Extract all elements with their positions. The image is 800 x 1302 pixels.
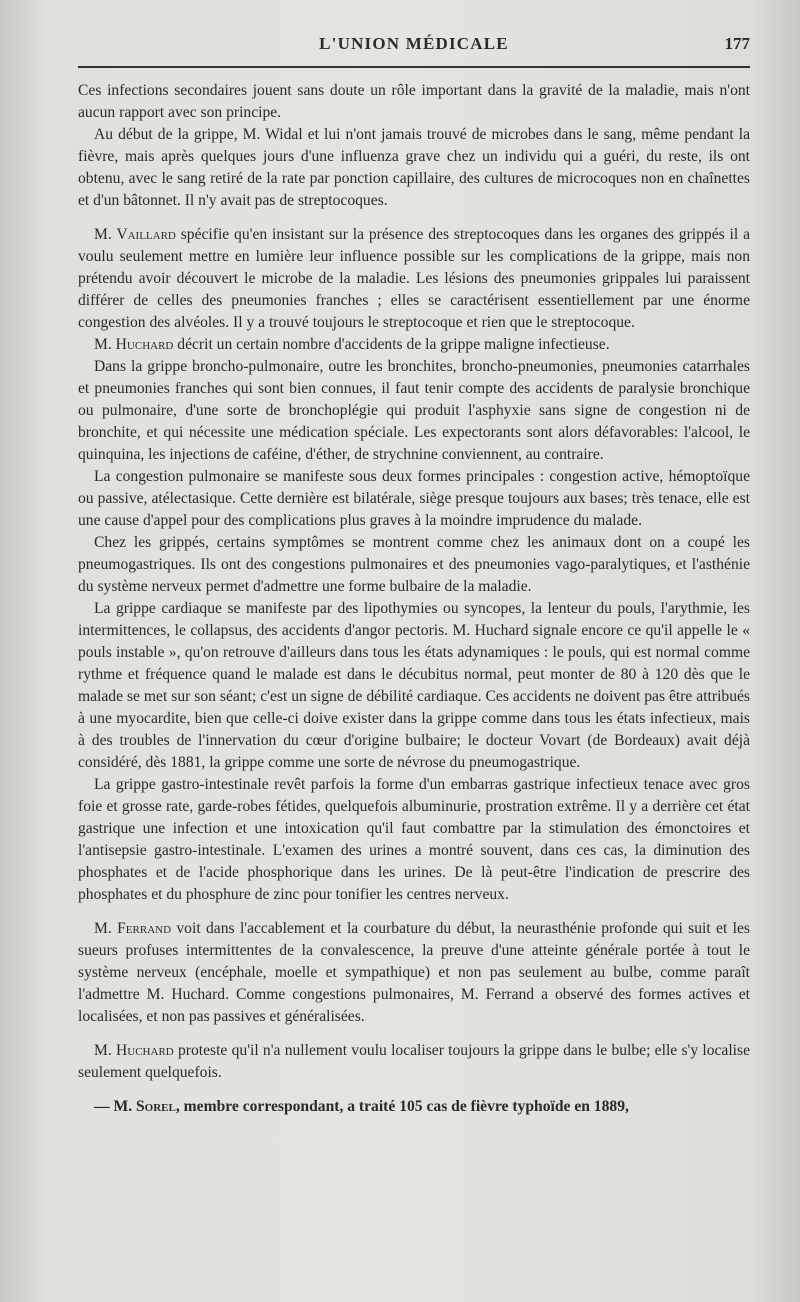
speaker-name: — M. Sorel, — [94, 1098, 180, 1115]
paragraph: — M. Sorel, membre correspondant, a traité 105 cas de fièvre typhoïde en 1889, — [94, 1098, 629, 1115]
paragraph: Ces infections secondaires jouent sans doute un rôle important dans la gravité de la maladie, mais n'ont aucun rapport avec son principe. — [78, 82, 750, 121]
paragraph: La grippe gastro-intestinale revêt parfois la forme d'un embarras gastrique infectieux tenace avec gros foie et grosse rate, garde-robes fétides, quelquefois albuminurie, prostration extrême. Il y a derrière cet état gastrique une infection et une intoxication qu'il faut combattre par la stimulation des émonctoires et l'antisepsie gastro-intestinale. L'examen des urines a montré souvent, dans ces cas, la diminution des phosphates et de l'acide phosphorique dans les urines. De là peut-être l'indication de prescrire des phosphates et du phosphure de zinc pour tonifier les centres nerveux. — [78, 776, 750, 903]
article-body — [78, 80, 750, 1118]
running-title: L'UNION MÉDICALE — [319, 34, 509, 53]
page-number: 177 — [724, 34, 750, 53]
speaker-name: M. Vaillard — [94, 226, 176, 243]
page-header — [78, 34, 750, 58]
speaker-name: M. Ferrand — [94, 920, 172, 937]
paragraph: Dans la grippe broncho-pulmonaire, outre les bronchites, broncho-pneumonies, pneumonies catarrhales et pneumonies franches qui sont bien connues, il faut tenir compte des accidents de paralysie bronchique ou pulmonaire, d'une sorte de bronchoplégie qui produit l'asphyxie sans signe de congestion ni de bronchite, et qui nécessite une médication spéciale. Les expectorants sont alors défavorables: l'alcool, le quinquina, les injections de caféine, d'éther, de strychnine conviennent, au contraire. — [78, 358, 750, 463]
paragraph: M. Huchard décrit un certain nombre d'accidents de la grippe maligne infectieuse. — [94, 336, 610, 353]
header-rule — [78, 66, 750, 68]
paragraph: Au début de la grippe, M. Widal et lui n'ont jamais trouvé de microbes dans le sang, même pendant la fièvre, mais après quelques jours d'une influenza grave chez un individu qui a guéri, du reste, ils ont obtenu, avec le sang retiré de la rate par ponction capillaire, des cultures de microcoques non en chaînettes et d'un bâtonnet. Il n'y avait pas de streptocoques. — [78, 126, 750, 209]
paragraph: Chez les grippés, certains symptômes se montrent comme chez les animaux dont on a coupé les pneumogastriques. Ils ont des congestions pulmonaires et des pneumonies vago-paralytiques, et l'asthénie du système nerveux permet d'admettre une forme bulbaire de la maladie. — [78, 534, 750, 595]
paragraph: M. Huchard proteste qu'il n'a nullement voulu localiser toujours la grippe dans le bulbe; elle s'y localise seulement quelquefois. — [78, 1042, 750, 1081]
paragraph: La grippe cardiaque se manifeste par des lipothymies ou syncopes, la lenteur du pouls, l'arythmie, les intermittences, le collapsus, des accidents d'angor pectoris. M. Huchard signale encore ce qu'il appelle le « pouls instable », qu'on retrouve d'ailleurs dans tous les états adynamiques : le pouls, qui est normal comme rythme et fréquence quand le malade est dans le décubitus normal, peut monter de 80 à 120 dès que le malade se met sur son séant; c'est un signe de débilité cardiaque. Ces accidents ne doivent pas être attribués à une myocardite, bien que celle-ci doive exister dans la grippe comme dans tous les états infectieux, mais à des troubles de l'innervation du cœur d'origine bulbaire; le docteur Vovart (de Bordeaux) avait déjà considéré, dès 1881, la grippe comme une sorte de névrose du pneumogastrique. — [78, 600, 750, 771]
paragraph: La congestion pulmonaire se manifeste sous deux formes principales : congestion active, hémoptoïque ou passive, atélectasique. Cette dernière est bilatérale, siège presque toujours aux bases; très tenace, elle est une cause d'appel pour des complications plus graves à la moindre imprudence du malade. — [78, 468, 750, 529]
paragraph: M. Ferrand voit dans l'accablement et la courbature du début, la neurasthénie profonde qui suit et les sueurs profuses intermittentes de la convalescence, la preuve d'une atteinte générale portée à tout le système nerveux (encéphale, moelle et sympathique) et non pas seulement au bulbe, comme paraît l'admettre M. Huchard. Comme congestions pulmonaires, M. Ferrand a observé des formes actives et localisées, et non pas passives et généralisées. — [78, 920, 750, 1025]
speaker-name: M. Huchard — [94, 336, 174, 353]
paragraph: M. Vaillard spécifie qu'en insistant sur la présence des streptocoques dans les organes des grippés il a voulu seulement mettre en lumière leur influence possible sur les complications de la grippe, mais non prétendu avoir découvert le microbe de la maladie. Les lésions des pneumonies grippales lui paraissent différer de celles des pneumonies franches ; elles se caractérisent essentiellement par une énorme congestion des alvéoles. Il y a trouvé toujours le streptocoque et rien que le streptocoque. — [78, 226, 750, 331]
speaker-name: M. Huchard — [94, 1042, 174, 1059]
